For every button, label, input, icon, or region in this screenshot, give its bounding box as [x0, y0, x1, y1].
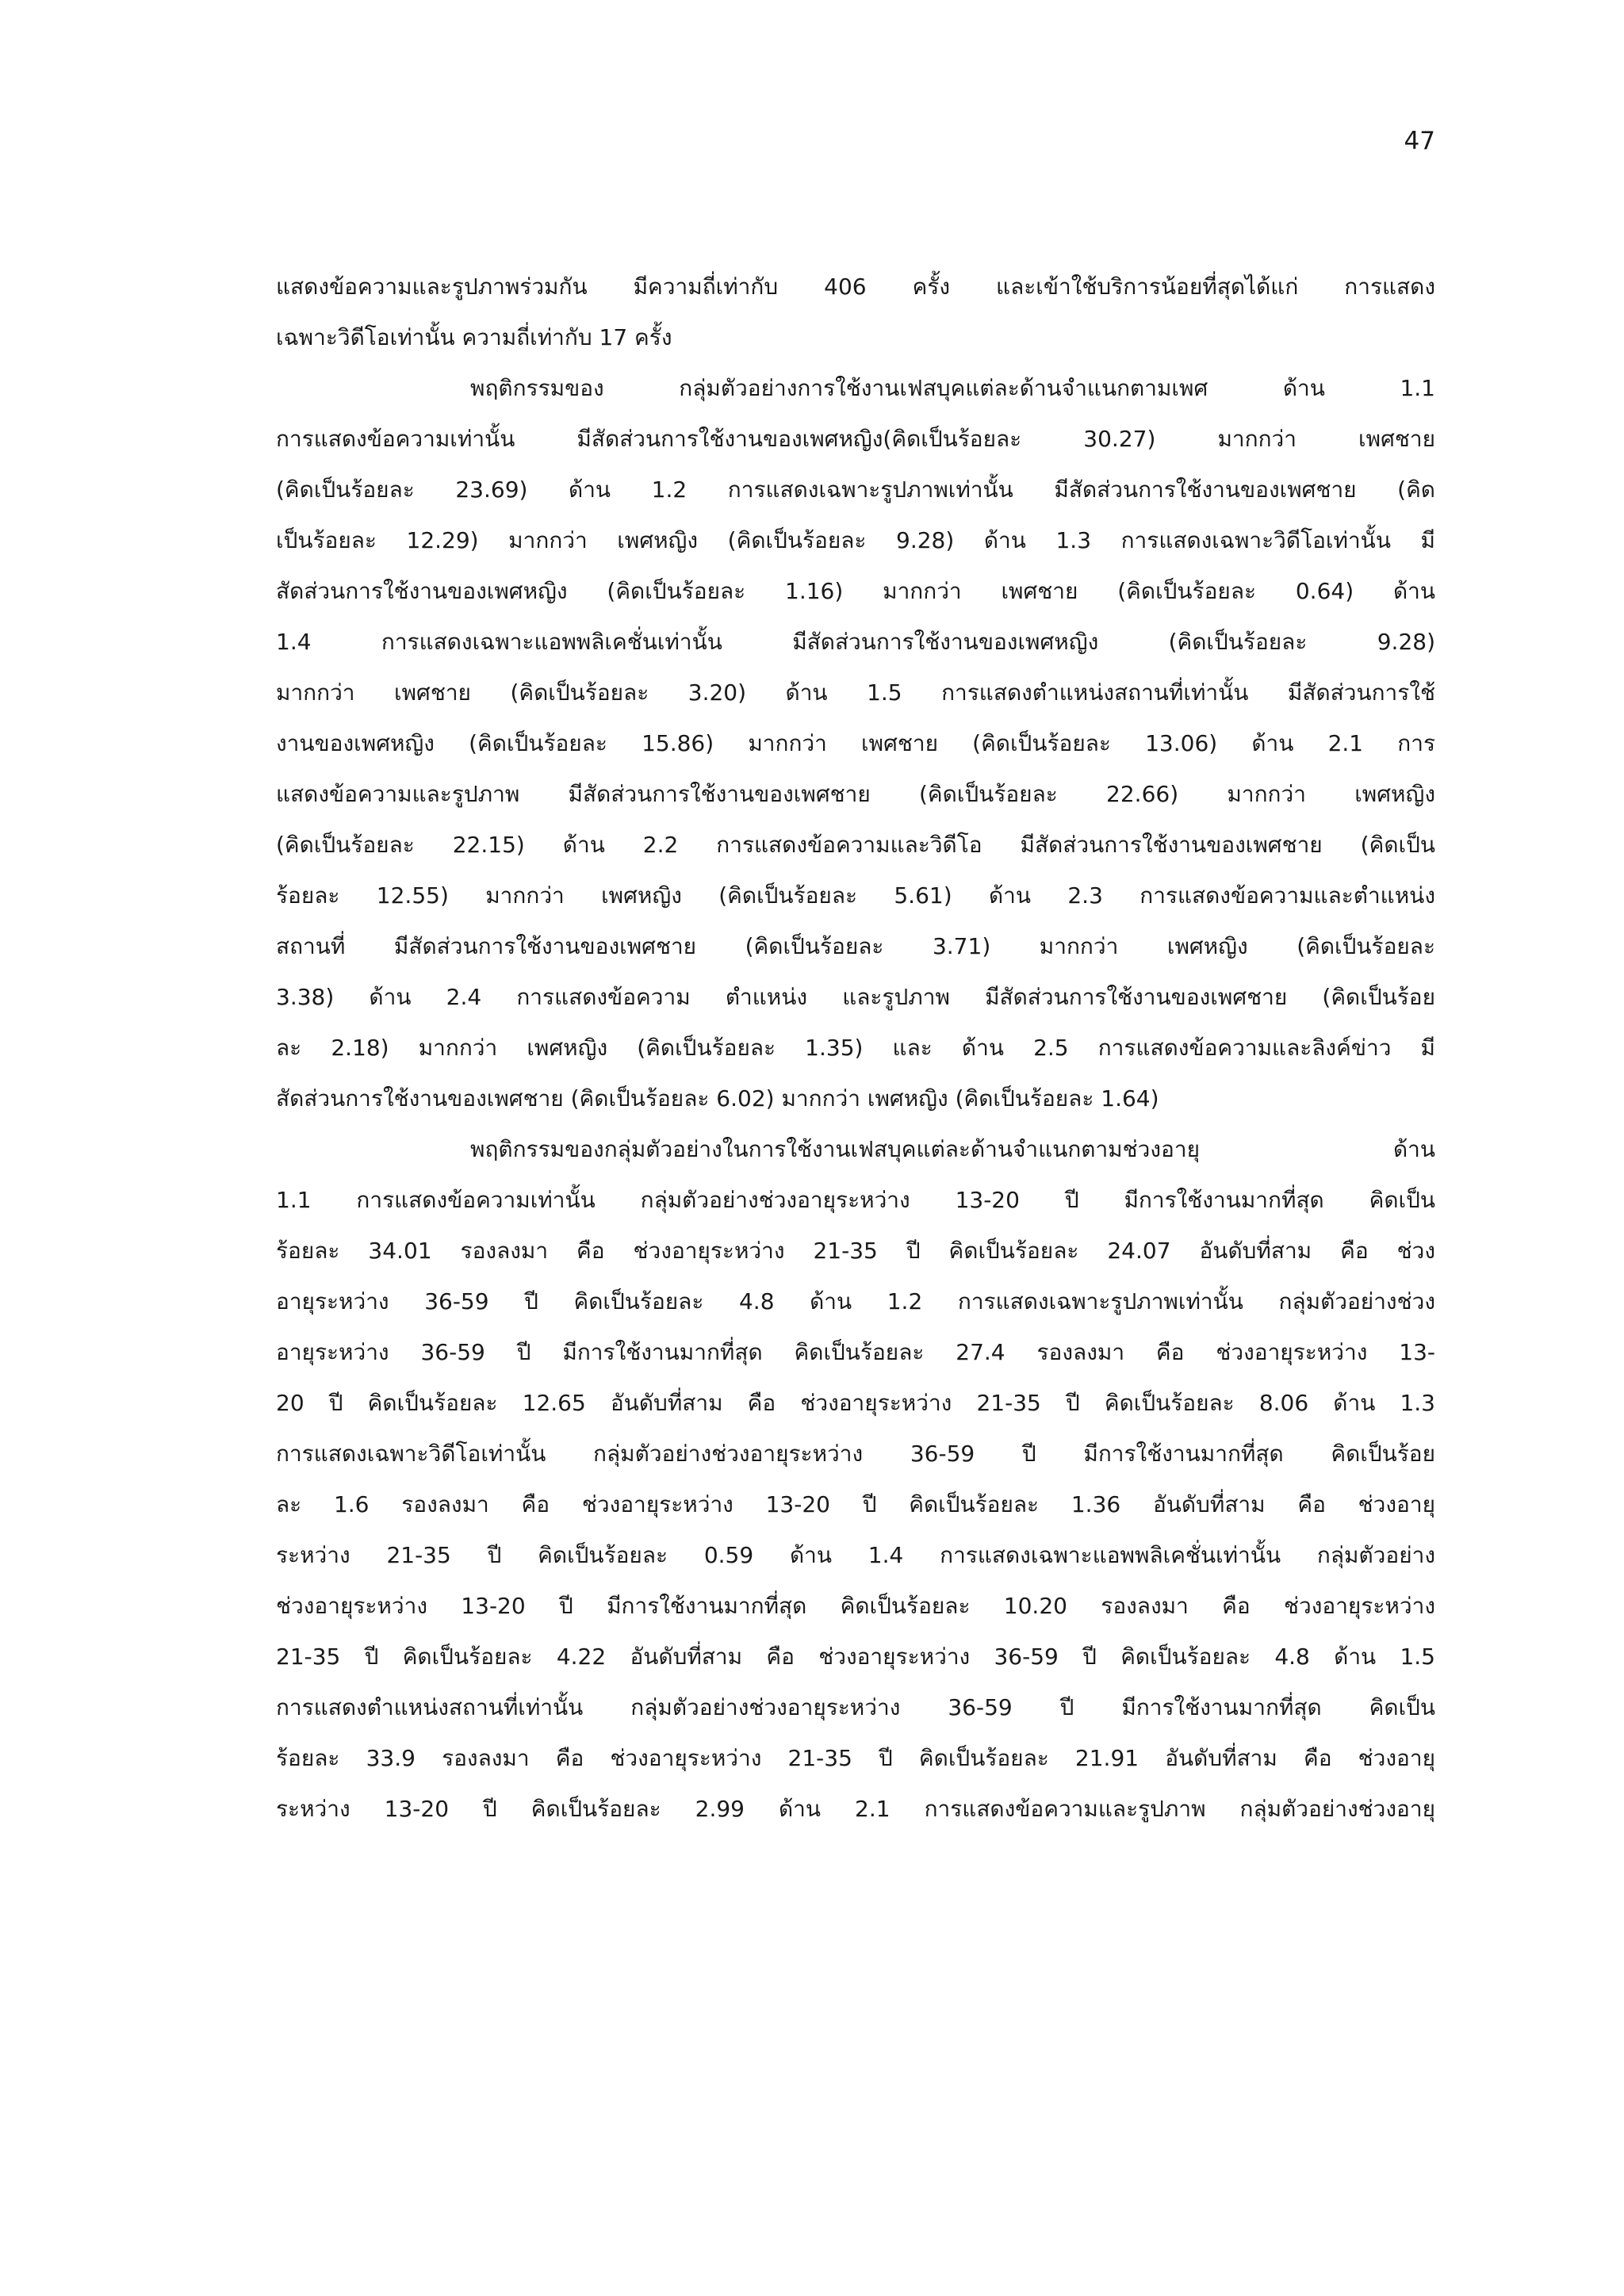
text-line: เฉพาะวิดีโอเท่านั้น ความถี่เท่ากับ 17 ครั้ง	[276, 324, 672, 350]
text-line: อายุระหว่าง 36-59 ปี มีการใช้งานมากที่สุด คิดเป็นร้อยละ 27.4 รองลงมา คือ ช่วงอายุระหว่าง 13-	[276, 1339, 1435, 1365]
text-line: การแสดงตำแหน่งสถานที่เท่านั้น กลุ่มตัวอย่างช่วงอายุระหว่าง 36-59 ปี มีการใช้งานมากที่สุด คิดเป็น	[276, 1694, 1435, 1720]
text-line: ร้อยละ 34.01 รองลงมา คือ ช่วงอายุระหว่าง 21-35 ปี คิดเป็นร้อยละ 24.07 อันดับที่สาม คือ ช่วง	[276, 1238, 1435, 1264]
text-line: 3.38) ด้าน 2.4 การแสดงข้อความ ตำแหน่ง และรูปภาพ มีสัดส่วนการใช้งานของเพศชาย (คิดเป็นร้อย	[276, 984, 1435, 1010]
text-line: การแสดงข้อความเท่านั้น มีสัดส่วนการใช้งานของเพศหญิง(คิดเป็นร้อยละ 30.27) มากกว่า เพศชาย	[276, 426, 1435, 452]
text-line: อายุระหว่าง 36-59 ปี คิดเป็นร้อยละ 4.8 ด้าน 1.2 การแสดงเฉพาะรูปภาพเท่านั้น กลุ่มตัวอย่างช่วง	[276, 1288, 1435, 1314]
page-number: 47	[1404, 127, 1435, 155]
text-line: พฤติกรรมของ กลุ่มตัวอย่างการใช้งานเฟสบุคแต่ละด้านจำแนกตามเพศ ด้าน 1.1	[470, 375, 1435, 401]
text-line: ร้อยละ 33.9 รองลงมา คือ ช่วงอายุระหว่าง 21-35 ปี คิดเป็นร้อยละ 21.91 อันดับที่สาม คือ ช่วงอายุ	[276, 1745, 1435, 1771]
text-line: พฤติกรรมของกลุ่มตัวอย่างในการใช้งานเฟสบุคแต่ละด้านจำแนกตามช่วงอายุ ด้าน	[470, 1136, 1435, 1162]
text-line: สัดส่วนการใช้งานของเพศชาย (คิดเป็นร้อยละ 6.02) มากกว่า เพศหญิง (คิดเป็นร้อยละ 1.64)	[276, 1085, 1159, 1112]
text-line: สัดส่วนการใช้งานของเพศหญิง (คิดเป็นร้อยละ 1.16) มากกว่า เพศชาย (คิดเป็นร้อยละ 0.64) ด้าน	[276, 578, 1435, 604]
text-line: ละ 2.18) มากกว่า เพศหญิง (คิดเป็นร้อยละ 1.35) และ ด้าน 2.5 การแสดงข้อความและลิงค์ข่าว มี	[276, 1035, 1435, 1061]
text-line: ระหว่าง 13-20 ปี คิดเป็นร้อยละ 2.99 ด้าน 2.1 การแสดงข้อความและรูปภาพ กลุ่มตัวอย่างช่วงอายุ	[276, 1796, 1435, 1822]
text-line: สถานที่ มีสัดส่วนการใช้งานของเพศชาย (คิดเป็นร้อยละ 3.71) มากกว่า เพศหญิง (คิดเป็นร้อยละ	[276, 933, 1435, 959]
text-line: แสดงข้อความและรูปภาพร่วมกัน มีความถี่เท่ากับ 406 ครั้ง และเข้าใช้บริการน้อยที่สุดได้แก่ การแสดง	[276, 274, 1435, 300]
text-line: 1.1 การแสดงข้อความเท่านั้น กลุ่มตัวอย่างช่วงอายุระหว่าง 13-20 ปี มีการใช้งานมากที่สุด คิดเป็น	[276, 1187, 1435, 1213]
text-line: งานของเพศหญิง (คิดเป็นร้อยละ 15.86) มากกว่า เพศชาย (คิดเป็นร้อยละ 13.06) ด้าน 2.1 การ	[276, 730, 1435, 756]
text-line: (คิดเป็นร้อยละ 22.15) ด้าน 2.2 การแสดงข้อความและวิดีโอ มีสัดส่วนการใช้งานของเพศชาย (คิดเป็น	[276, 832, 1435, 858]
text-line: ร้อยละ 12.55) มากกว่า เพศหญิง (คิดเป็นร้อยละ 5.61) ด้าน 2.3 การแสดงข้อความและตำแหน่ง	[276, 882, 1435, 909]
text-line: มากกว่า เพศชาย (คิดเป็นร้อยละ 3.20) ด้าน 1.5 การแสดงตำแหน่งสถานที่เท่านั้น มีสัดส่วนการใช้	[276, 679, 1435, 706]
text-line: 1.4 การแสดงเฉพาะแอพพลิเคชั่นเท่านั้น มีสัดส่วนการใช้งานของเพศหญิง (คิดเป็นร้อยละ 9.28)	[276, 629, 1435, 655]
text-line: แสดงข้อความและรูปภาพ มีสัดส่วนการใช้งานของเพศชาย (คิดเป็นร้อยละ 22.66) มากกว่า เพศหญิง	[276, 781, 1435, 807]
text-line: ช่วงอายุระหว่าง 13-20 ปี มีการใช้งานมากที่สุด คิดเป็นร้อยละ 10.20 รองลงมา คือ ช่วงอายุระหว่าง	[276, 1593, 1435, 1619]
text-line: เป็นร้อยละ 12.29) มากกว่า เพศหญิง (คิดเป็นร้อยละ 9.28) ด้าน 1.3 การแสดงเฉพาะวิดีโอเท่านั้น มี	[276, 527, 1435, 553]
text-line: การแสดงเฉพาะวิดีโอเท่านั้น กลุ่มตัวอย่างช่วงอายุระหว่าง 36-59 ปี มีการใช้งานมากที่สุด คิดเป็นร้อย	[276, 1441, 1435, 1467]
text-line: ระหว่าง 21-35 ปี คิดเป็นร้อยละ 0.59 ด้าน 1.4 การแสดงเฉพาะแอพพลิเคชั่นเท่านั้น กลุ่มตัวอย่าง	[276, 1542, 1435, 1568]
text-line: 21-35 ปี คิดเป็นร้อยละ 4.22 อันดับที่สาม คือ ช่วงอายุระหว่าง 36-59 ปี คิดเป็นร้อยละ 4.8 ด้าน 1.5	[276, 1644, 1435, 1670]
text-line: (คิดเป็นร้อยละ 23.69) ด้าน 1.2 การแสดงเฉพาะรูปภาพเท่านั้น มีสัดส่วนการใช้งานของเพศชาย (คิด	[276, 476, 1435, 503]
document-body	[276, 262, 1435, 1835]
text-line: ละ 1.6 รองลงมา คือ ช่วงอายุระหว่าง 13-20 ปี คิดเป็นร้อยละ 1.36 อันดับที่สาม คือ ช่วงอายุ	[276, 1491, 1436, 1517]
text-line: 20 ปี คิดเป็นร้อยละ 12.65 อันดับที่สาม คือ ช่วงอายุระหว่าง 21-35 ปี คิดเป็นร้อยละ 8.06 ด้าน 1.3	[276, 1390, 1435, 1416]
